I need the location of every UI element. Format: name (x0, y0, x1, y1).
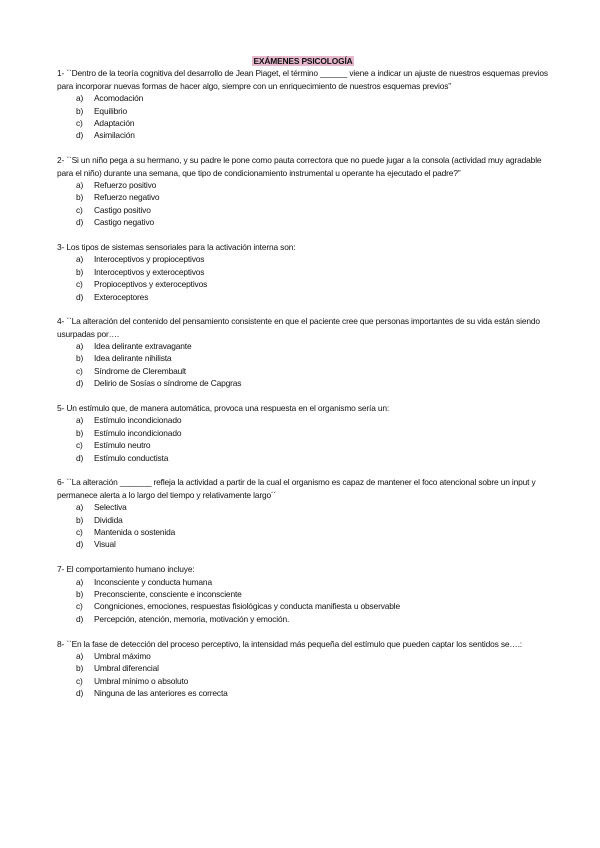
answer-option (57, 662, 549, 674)
option-text: Idea delirante extravagante (94, 341, 192, 352)
option-letter: d) (76, 613, 84, 624)
option-letter: c) (76, 117, 83, 128)
question-text: 6- ``La alteración _______ refleja la actividad a partir de la cual el organismo es capaz de mantener el foco atencional sobre un input y permanece alerta a lo largo del tiempo y relativamente largo´´ (57, 477, 536, 500)
answer-option (57, 204, 549, 216)
option-letter: d) (76, 378, 84, 389)
option-list (57, 340, 549, 390)
question-text: 2- ``Si un niño pega a su hermano, y su padre le pone como pauta correctora que no puede jugar a la consola (actividad muy agradable para el niño) durante una semana, que tipo de condicionamiento instrumental u operante ha ejecutado el padre?” (57, 155, 542, 178)
option-letter: a) (76, 254, 84, 265)
option-text: Estímulo neutro (94, 440, 151, 451)
option-text: Percepción, atención, memoria, motivación y emoción. (94, 613, 290, 624)
question-text: 1- ``Dentro de la teoría cognitiva del desarrollo de Jean Piaget, el término ______ viene a indicar un ajuste de nuestros esquemas previos para incorporar nuevas formas de hacer algo, siempre con un enriquecimiento de nuestros esquemas previos” (57, 68, 548, 91)
question-text: 3- Los tipos de sistemas sensoriales para la activación interna son: (57, 241, 296, 252)
answer-option (57, 117, 549, 129)
option-text: Selectiva (94, 502, 127, 513)
answer-option (57, 526, 549, 538)
option-text: Visual (94, 539, 116, 550)
title-highlight: EXÁMENES PSICOLOGÍA (253, 56, 353, 66)
answer-option (57, 600, 549, 612)
answer-option (57, 576, 549, 588)
option-letter: b) (76, 192, 84, 203)
option-letter: c) (76, 675, 83, 686)
answer-option (57, 291, 549, 303)
answer-option (57, 439, 549, 451)
option-letter: a) (76, 93, 84, 104)
option-letter: a) (76, 502, 84, 513)
option-letter: d) (76, 688, 84, 699)
answer-option (57, 514, 549, 526)
option-text: Umbral máximo (94, 650, 151, 661)
option-text: Estímulo incondicionado (94, 427, 182, 438)
question-text: 5- Un estímulo que, de manera automática, provoca una respuesta en el organismo sería un: (57, 403, 390, 414)
option-letter: c) (76, 279, 83, 290)
answer-option (57, 538, 549, 550)
option-text: Interoceptivos y exteroceptivos (94, 266, 205, 277)
answer-option (57, 414, 549, 426)
answer-option (57, 340, 549, 352)
option-text: Exteroceptores (94, 291, 149, 302)
option-text: Refuerzo negativo (94, 192, 160, 203)
option-text: Umbral mínimo o absoluto (94, 675, 189, 686)
question-1 (57, 67, 549, 141)
option-text: Propioceptivos y exteroceptivos (94, 279, 208, 290)
option-letter: d) (76, 452, 84, 463)
option-letter: c) (76, 440, 83, 451)
option-text: Interoceptivos y propioceptivos (94, 254, 205, 265)
option-letter: c) (76, 204, 83, 215)
option-text: Equilibrio (94, 105, 127, 116)
answer-option (57, 650, 549, 662)
answer-option (57, 675, 549, 687)
question-2 (57, 154, 549, 228)
option-letter: a) (76, 650, 84, 661)
question-text: 8- ``En la fase de detección del proceso perceptivo, la intensidad más pequeña del estímulo que pueden captar los sentidos se….: (57, 638, 522, 649)
option-text: Delirio de Sosías o síndrome de Capgras (94, 378, 242, 389)
answer-option (57, 253, 549, 265)
option-text: Dividida (94, 514, 123, 525)
option-letter: d) (76, 539, 84, 550)
option-letter: b) (76, 427, 84, 438)
option-text: Inconsciente y conducta humana (94, 576, 212, 587)
document-title (57, 55, 549, 67)
option-text: Estímulo incondicionado (94, 415, 182, 426)
answer-option (57, 588, 549, 600)
option-text: Refuerzo positivo (94, 179, 157, 190)
answer-option (57, 92, 549, 104)
option-letter: d) (76, 130, 84, 141)
answer-option (57, 278, 549, 290)
option-text: Mantenida o sostenida (94, 527, 176, 537)
answer-option (57, 501, 549, 513)
option-text: Idea delirante nihilista (94, 353, 172, 364)
answer-option (57, 216, 549, 228)
option-text: Acomodación (94, 93, 144, 104)
option-list (57, 253, 549, 303)
answer-option (57, 191, 549, 203)
option-list (57, 650, 549, 700)
answer-option (57, 613, 549, 625)
option-list (57, 414, 549, 464)
question-7 (57, 563, 549, 625)
option-list (57, 576, 549, 626)
question-6 (57, 476, 549, 550)
option-text: Adaptación (94, 117, 135, 128)
option-text: Estímulo conductista (94, 452, 169, 463)
option-letter: b) (76, 353, 84, 364)
answer-option (57, 452, 549, 464)
option-list (57, 179, 549, 229)
option-letter: a) (76, 341, 84, 352)
exam-page (57, 55, 549, 712)
option-letter: b) (76, 663, 84, 674)
answer-option (57, 427, 549, 439)
option-text: Castigo positivo (94, 204, 151, 215)
option-text: Preconsciente, consciente e inconsciente (94, 588, 242, 599)
option-letter: a) (76, 415, 84, 426)
option-letter: c) (76, 527, 83, 537)
option-text: Ninguna de las anteriores es correcta (94, 688, 228, 699)
option-letter: b) (76, 266, 84, 277)
question-8 (57, 638, 549, 700)
option-letter: a) (76, 179, 84, 190)
answer-option (57, 179, 549, 191)
question-4 (57, 315, 549, 389)
option-text: Castigo negativo (94, 217, 154, 228)
option-letter: c) (76, 601, 83, 612)
option-letter: b) (76, 588, 84, 599)
question-list (57, 67, 549, 699)
option-letter: a) (76, 576, 84, 587)
question-3 (57, 241, 549, 303)
option-list (57, 501, 549, 551)
question-5 (57, 402, 549, 464)
option-letter: b) (76, 514, 84, 525)
answer-option (57, 105, 549, 117)
answer-option (57, 377, 549, 389)
option-letter: b) (76, 105, 84, 116)
question-text: 7- El comportamiento humano incluye: (57, 564, 195, 575)
option-text: Asimilación (94, 130, 135, 141)
option-letter: d) (76, 291, 84, 302)
answer-option (57, 266, 549, 278)
answer-option (57, 687, 549, 699)
option-letter: c) (76, 365, 83, 376)
option-letter: d) (76, 217, 84, 228)
answer-option (57, 129, 549, 141)
option-text: Síndrome de Clerembault (94, 365, 186, 376)
answer-option (57, 352, 549, 364)
option-text: Umbral diferencial (94, 663, 159, 674)
option-text: Congniciones, emociones, respuestas fisiológicas y conducta manifiesta u observable (94, 601, 400, 612)
question-text: 4- ``La alteración del contenido del pensamiento consistente en que el paciente cree que personas importantes de su vida están siendo usurpadas por…. (57, 316, 540, 339)
answer-option (57, 365, 549, 377)
option-list (57, 92, 549, 142)
